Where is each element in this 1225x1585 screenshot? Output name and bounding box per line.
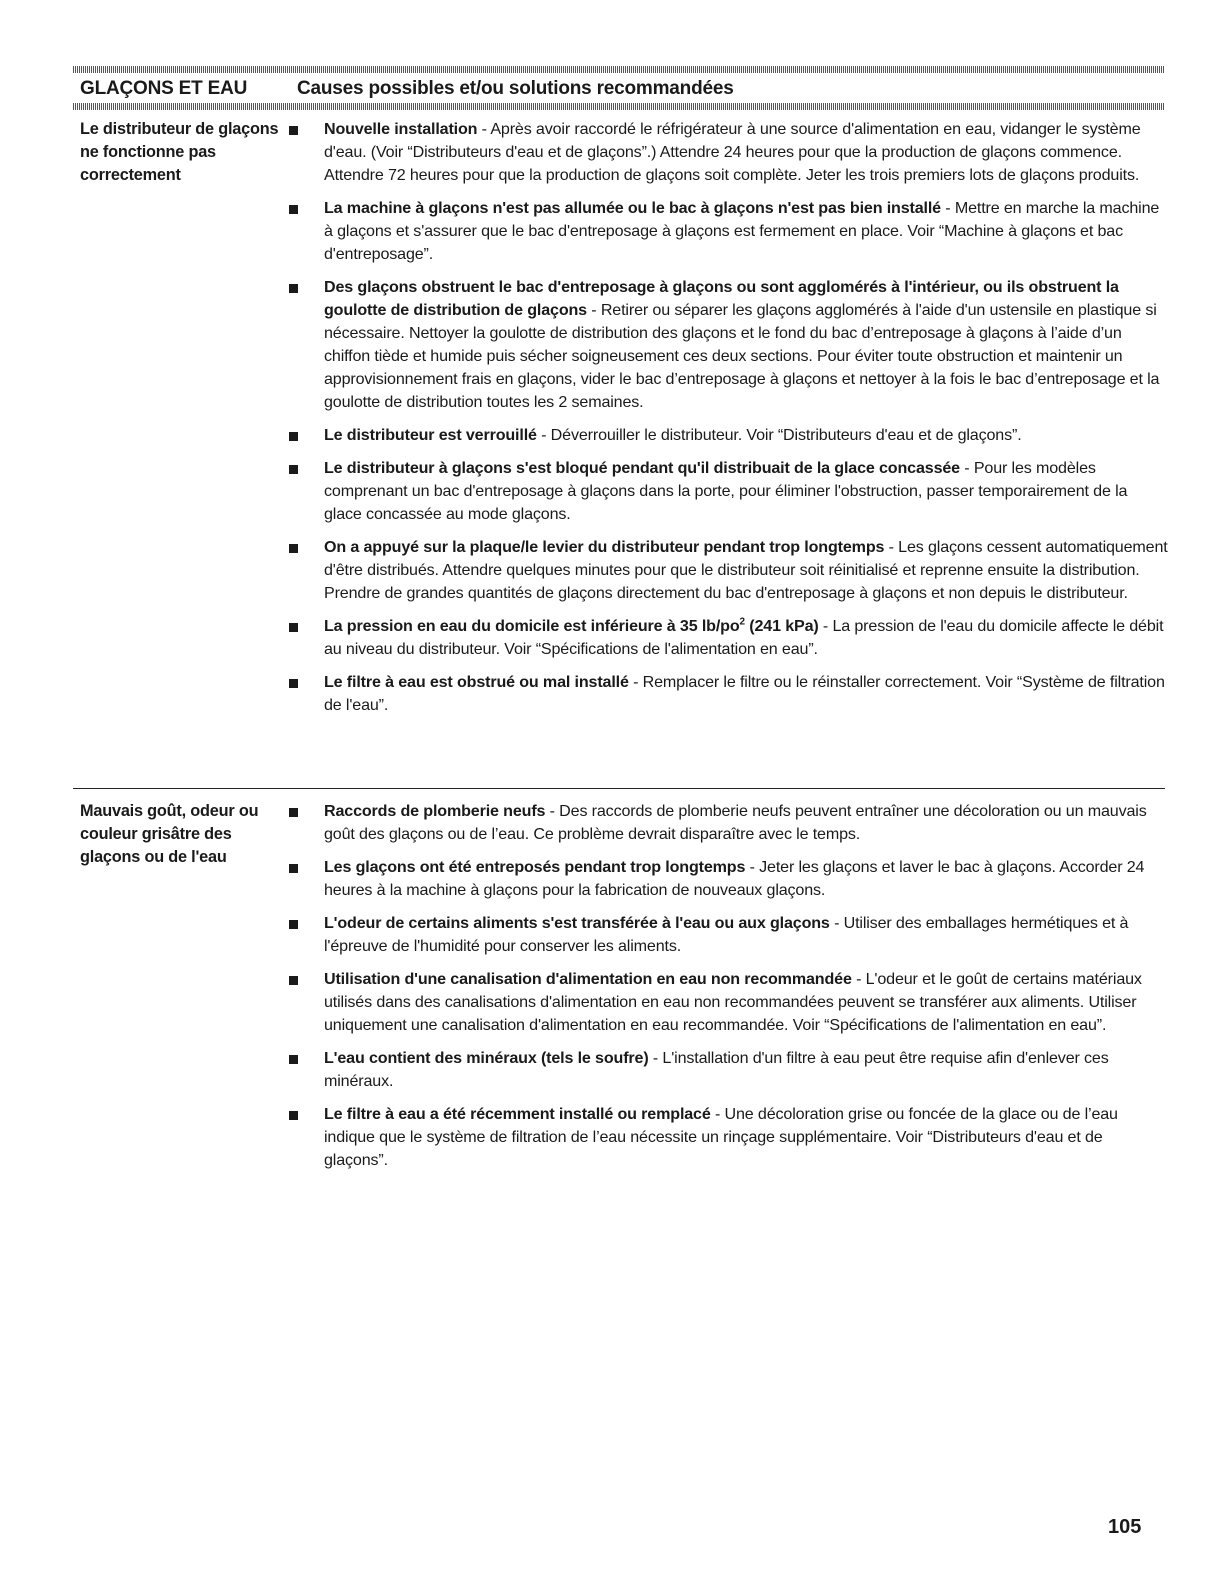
item-title: On a appuyé sur la plaque/le levier du distributeur pendant trop longtemps (324, 538, 885, 556)
header-bottom-hatch (73, 103, 1165, 110)
square-bullet-icon (289, 623, 298, 632)
problem-title: Le distributeur de glaçons ne fonctionne pas correctement (80, 120, 279, 184)
square-bullet-icon (289, 432, 298, 441)
item-title: Utilisation d'une canalisation d'alimentation en eau non recommandée (324, 970, 852, 988)
square-bullet-icon (289, 205, 298, 214)
solutions-list (289, 118, 1169, 727)
list-item (289, 197, 1169, 266)
item-text: - Remplacer le filtre ou le réinstaller correctement. Voir “Système de filtration de l'eau”. (324, 673, 1165, 714)
list-item (289, 968, 1169, 1037)
section-divider (73, 788, 1165, 789)
list-item (289, 856, 1169, 902)
square-bullet-icon (289, 544, 298, 553)
table-header-topic: GLAÇONS ET EAU (80, 78, 248, 99)
square-bullet-icon (289, 1111, 298, 1120)
list-item (289, 536, 1169, 605)
item-text: - Après avoir raccordé le réfrigérateur à une source d'alimentation en eau, vidanger le système d'eau. (Voir “Distributeurs d'eau et de glaçons”.) Attendre 24 heures pour que la production de glaçons commence. Attendre 72 heures pour que la production de glaçons soit complète. Jeter les trois premiers lots de glaçons produits. (324, 120, 1141, 184)
list-item (289, 424, 1169, 447)
list-item (289, 457, 1169, 526)
table-header (80, 78, 1160, 102)
superscript: 2 (739, 616, 745, 628)
item-text: - Pour les modèles comprenant un bac d'entreposage à glaçons dans la porte, pour éliminer l'obstruction, passer temporairement de la glace concassée au mode glaçons. (324, 459, 1128, 523)
square-bullet-icon (289, 808, 298, 817)
item-text: - Retirer ou séparer les glaçons agglomérés à l'aide d'un ustensile en plastique si nécessaire. Nettoyer la goulotte de distribution des glaçons et le fond du bac d’entreposage à glaçons à l’aide d’un chiffon tiède et humide puis sécher soigneusement ces deux sections. Pour éviter toute obstruction et maintenir un approvisionnement frais en glaçons, vider le bac d’entreposage à glaçons et nettoyer à la fois le bac d’entreposage et la goulotte de distribution toutes les 2 semaines. (324, 301, 1160, 411)
page-number: 105 (1108, 1516, 1142, 1538)
item-title-unit: (241 kPa) (744, 617, 819, 635)
square-bullet-icon (289, 126, 298, 135)
item-title: Nouvelle installation (324, 120, 478, 138)
header-top-hatch (73, 66, 1165, 73)
square-bullet-icon (289, 284, 298, 293)
list-item (289, 1103, 1169, 1172)
list-item (289, 671, 1169, 717)
problem-title: Mauvais goût, odeur ou couleur grisâtre des glaçons ou de l'eau (80, 802, 259, 866)
item-title: La machine à glaçons n'est pas allumée ou le bac à glaçons n'est pas bien installé (324, 199, 941, 217)
item-text: - Utiliser des emballages hermétiques et à l'épreuve de l'humidité pour conserver les aliments. (324, 914, 1129, 955)
list-item (289, 118, 1169, 187)
square-bullet-icon (289, 465, 298, 474)
item-text: - L'installation d'un filtre à eau peut être requise afin d'enlever ces minéraux. (324, 1049, 1109, 1090)
item-title: L'eau contient des minéraux (tels le soufre) (324, 1049, 649, 1067)
list-item (289, 276, 1169, 414)
square-bullet-icon (289, 679, 298, 688)
item-text: - Une décoloration grise ou foncée de la glace ou de l’eau indique que le système de filtration de l’eau nécessite un rinçage supplémentaire. Voir “Distributeurs d'eau et de glaçons”. (324, 1105, 1118, 1169)
item-text: - Les glaçons cessent automatiquement d'être distribués. Attendre quelques minutes pour que le distributeur soit réinitialisé et reprenne ensuite la distribution. Prendre de grandes quantités de glaçons directement du bac d'entreposage à glaçons et non depuis le distributeur. (324, 538, 1168, 602)
square-bullet-icon (289, 864, 298, 873)
table-header-causes: Causes possibles et/ou solutions recommandées (297, 78, 734, 99)
item-text: - L'odeur et le goût de certains matériaux utilisés dans des canalisations d'alimentation en eau non recommandées peuvent se transférer aux aliments. Utiliser uniquement une canalisation d'alimentation en eau recommandée. Voir “Spécifications de l'alimentation en eau”. (324, 970, 1142, 1034)
item-text: - La pression de l'eau du domicile affecte le débit au niveau du distributeur. Voir “Spécifications de l'alimentation en eau”. (324, 617, 1164, 658)
item-title: Le filtre à eau est obstrué ou mal installé (324, 673, 629, 691)
item-title: Le distributeur est verrouillé (324, 426, 537, 444)
item-title: Le distributeur à glaçons s'est bloqué pendant qu'il distribuait de la glace concassée (324, 459, 960, 477)
item-text: - Mettre en marche la machine à glaçons et s'assurer que le bac d'entreposage à glaçons est fermement en place. Voir “Machine à glaçons et bac d'entreposage”. (324, 199, 1160, 263)
square-bullet-icon (289, 976, 298, 985)
item-title: Les glaçons ont été entreposés pendant trop longtemps (324, 858, 746, 876)
solutions-list (289, 800, 1169, 1182)
square-bullet-icon (289, 1055, 298, 1064)
item-text: - Déverrouiller le distributeur. Voir “Distributeurs d'eau et de glaçons”. (536, 426, 1022, 444)
list-item (289, 800, 1169, 846)
item-text: - Des raccords de plomberie neufs peuvent entraîner une décoloration ou un mauvais goût des glaçons ou de l’eau. Ce problème devrait disparaître avec le temps. (324, 802, 1147, 843)
item-title: Raccords de plomberie neufs (324, 802, 546, 820)
list-item (289, 912, 1169, 958)
item-title: Le filtre à eau a été récemment installé ou remplacé (324, 1105, 711, 1123)
item-title: L'odeur de certains aliments s'est transférée à l'eau ou aux glaçons (324, 914, 830, 932)
item-text: - Jeter les glaçons et laver le bac à glaçons. Accorder 24 heures à la machine à glaçons pour la fabrication de nouveaux glaçons. (324, 858, 1145, 899)
list-item (289, 1047, 1169, 1093)
square-bullet-icon (289, 920, 298, 929)
list-item (289, 615, 1169, 661)
item-title: Des glaçons obstruent le bac d'entreposage à glaçons ou sont agglomérés à l'intérieur, ou ils obstruent la goulotte de distribution de glaçons (324, 278, 1119, 319)
item-title-main: La pression en eau du domicile est inférieure à 35 lb/po (324, 617, 740, 635)
item-title (324, 617, 819, 635)
